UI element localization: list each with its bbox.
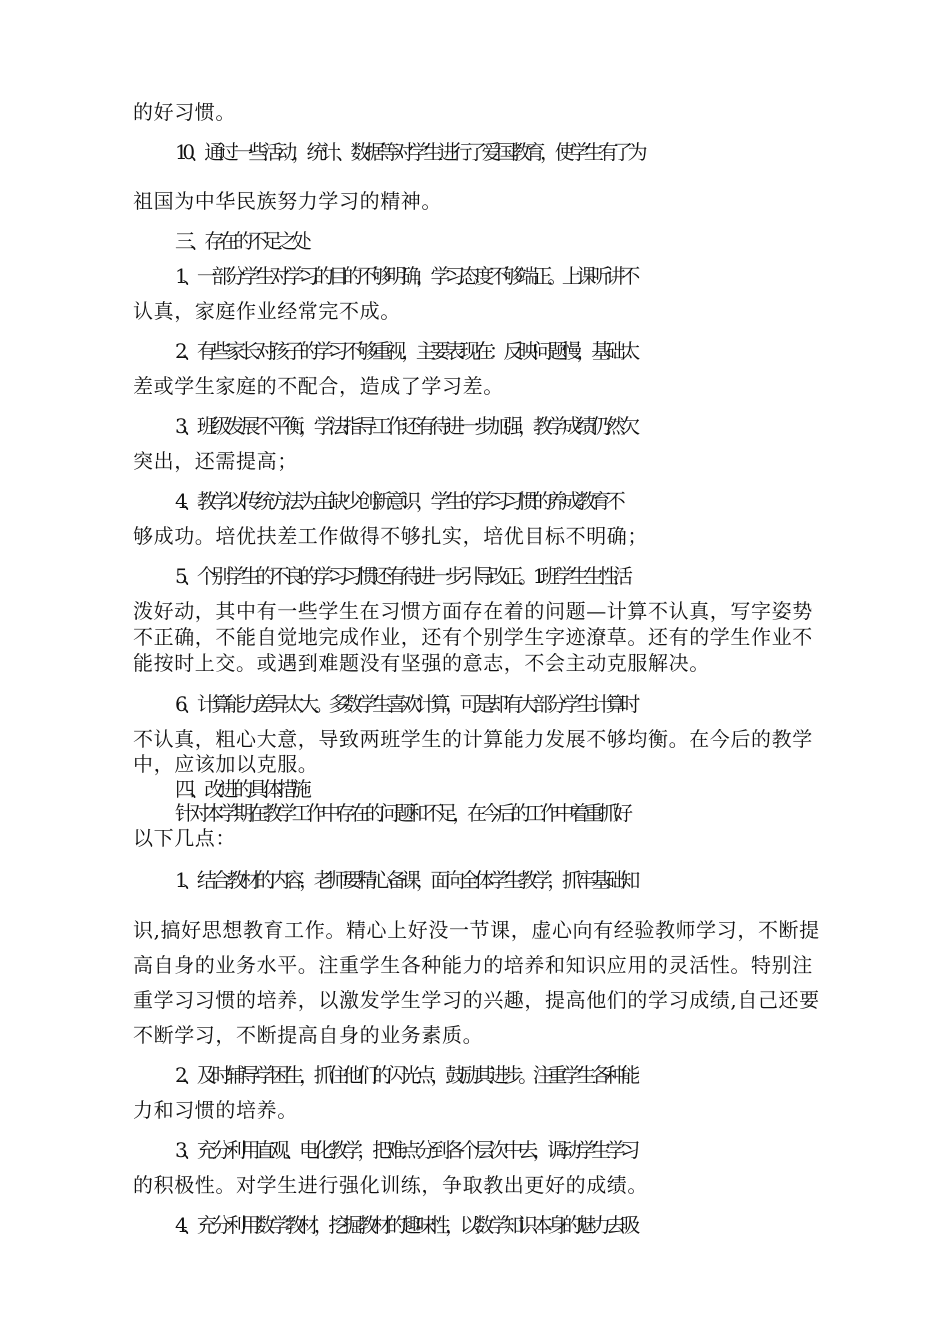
text-line: 4、教学以传统方法为主缺少创新意识，学生的学习习惯的养成教育不	[175, 489, 621, 513]
text-line: 2、及时辅导学困生，抓住他们的闪光点，鼓励其进步。注重学生各种能	[175, 1063, 635, 1087]
section-heading: 四、改进的具体措施	[175, 777, 307, 801]
text-line: 3、班级发展不平衡，学法指导工作还有待进一步加强，教学成绩仍然欠	[175, 414, 635, 438]
text-line: 10、通过一些活动，统计、数据等对学生进行了爱国教育，使学生有了为	[175, 140, 643, 164]
text-line: 够成功。培优扶差工作做得不够扎实，培优目标不明确；	[133, 524, 648, 548]
text-line: 高自身的业务水平。注重学生各种能力的培养和知识应用的灵活性。特别注	[133, 953, 813, 977]
text-line: 3、充分利用直观、电化教学，把难点分到各个层次中去，调动学生学习	[175, 1138, 635, 1162]
text-line: 不断学习，不断提高自身的业务素质。	[133, 1023, 484, 1047]
text-line: 6、计算能力差异太大。多数学生喜欢计算，可是却有大部分学生计算时	[175, 692, 635, 716]
text-line: 的积极性。对学生进行强化训练，争取教出更好的成绩。	[133, 1173, 648, 1197]
text-line: 1、一部分学生对学习的目的不够明确，学习态度不够端正。上课听讲不	[175, 264, 635, 288]
text-line: 认真，家庭作业经常完不成。	[133, 299, 401, 323]
text-line: 4、充分利用数学教材，挖掘教材的趣味性，以数学知识本身的魅力去吸	[175, 1213, 635, 1237]
text-line: 5、个别学生的不良的学习习惯还有待进一步引导改正。1班学生生性活	[175, 564, 628, 588]
text-line: 祖国为中华民族努力学习的精神。	[133, 189, 442, 213]
text-line: 识,搞好思想教育工作。精心上好没一节课，虚心向有经验教师学习，不断提	[133, 918, 820, 942]
text-line: 能按时上交。或遇到难题没有坚强的意志，不会主动克服解决。	[133, 651, 710, 675]
text-line: 的好习惯。	[133, 100, 236, 124]
text-line: 不认真，粗心大意，导致两班学生的计算能力发展不够均衡。在今后的教学	[133, 727, 813, 751]
text-line: 差或学生家庭的不配合，造成了学习差。	[133, 374, 504, 398]
text-line: 中，应该加以克服。	[133, 752, 319, 776]
text-line: 针对本学期在教学工作中存在的问题和不足，在今后的工作中着重抓好	[175, 801, 628, 825]
text-line: 泼好动，其中有一些学生在习惯方面存在着的问题—计算不认真，写字姿势	[133, 599, 813, 623]
text-line: 重学习习惯的培养，以激发学生学习的兴趣，提高他们的学习成绩,自己还要	[133, 988, 820, 1012]
text-line: 2、有些家长对孩子的学习不够重视，主要表现在：反映问题慢，基础太	[175, 339, 635, 363]
section-heading: 三、存在的不足之处	[175, 229, 307, 253]
text-line: 以下几点：	[133, 826, 236, 850]
text-line: 不正确，不能自觉地完成作业，还有个别学生字迹潦草。还有的学生作业不	[133, 625, 813, 649]
text-line: 1、结合教材的内容，老师要精心备课，面向全体学生教学，抓牢基础知	[175, 868, 635, 892]
text-line: 突出，还需提高；	[133, 449, 298, 473]
text-line: 力和习惯的培养。	[133, 1098, 298, 1122]
